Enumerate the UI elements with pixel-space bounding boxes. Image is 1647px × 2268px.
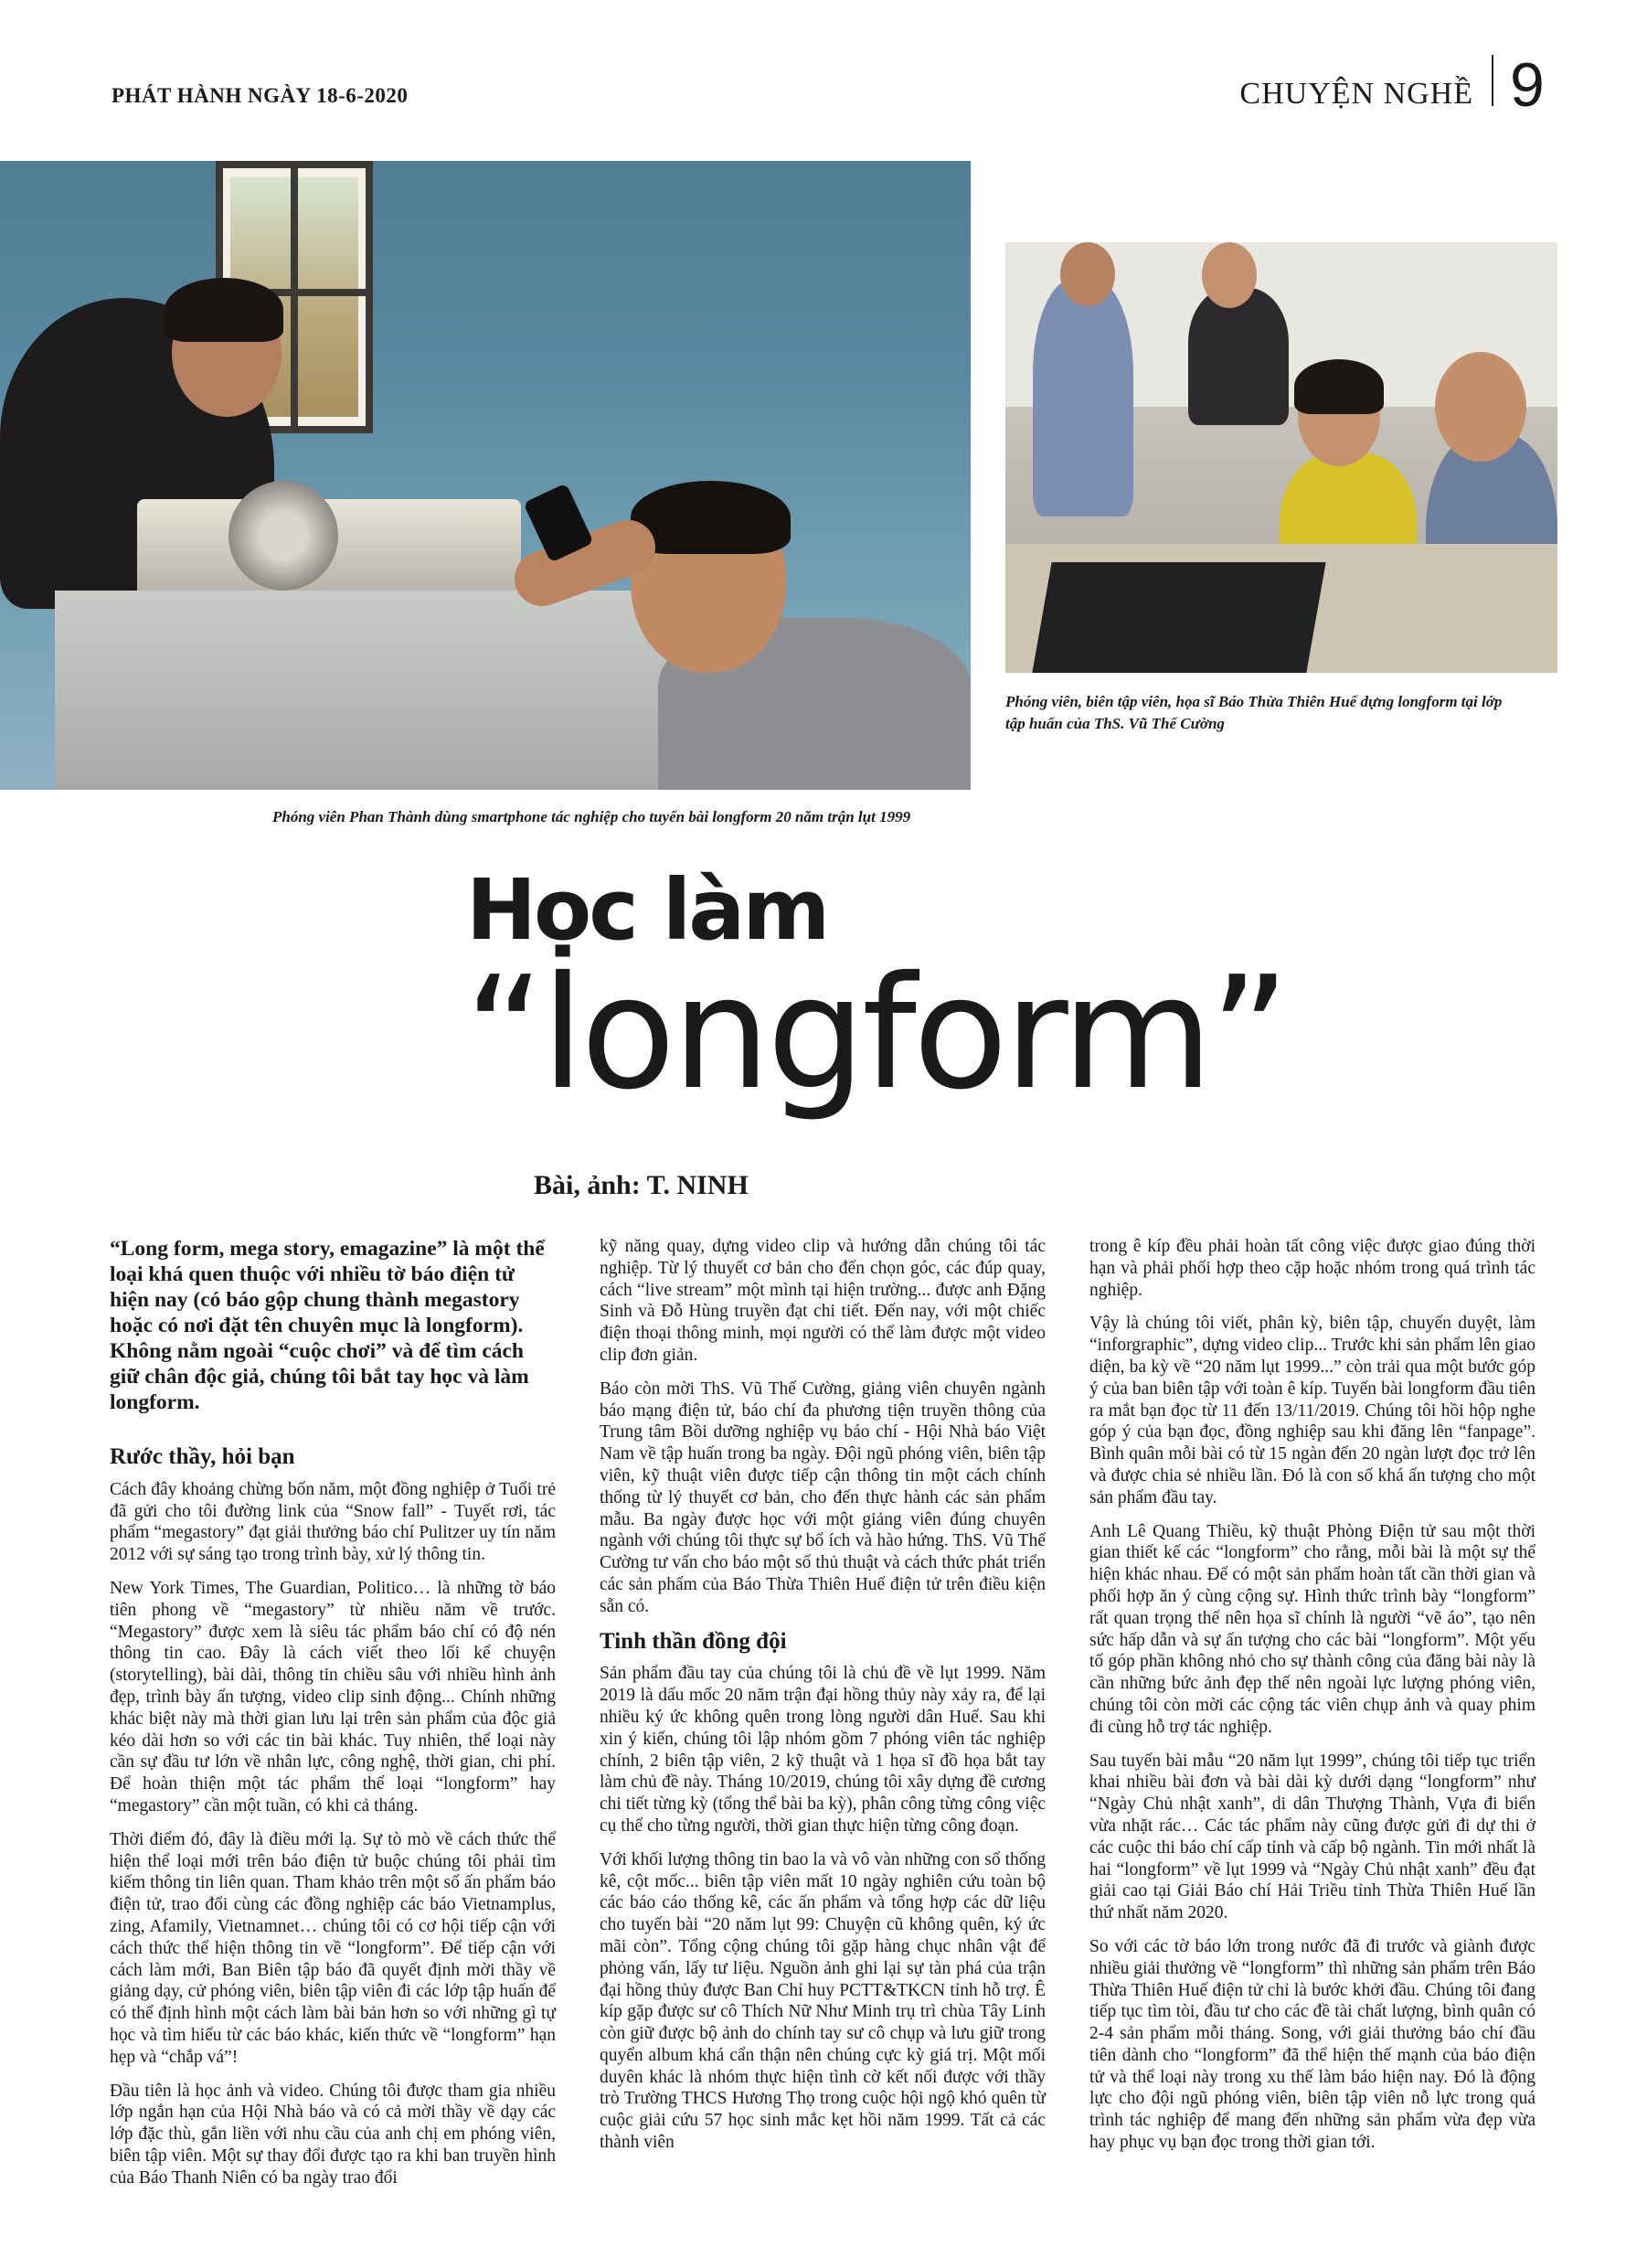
- woman-hair: [165, 278, 283, 342]
- column-3: [1089, 1236, 1535, 2166]
- table: [55, 591, 695, 790]
- person-seated-yellow-hair: [1294, 359, 1384, 414]
- paragraph: kỹ năng quay, dựng video clip và hướng dẫn chúng tôi tác nghiệp. Từ lý thuyết cơ bản cho đến chọn góc, các đúp quay, cách “live stream” một mình tại hiện trường... được anh Đặng Sinh và Đỗ Hùng truyền đạt chi tiết. Đến nay, với một chiếc điện thoại thông minh, mọi người có thể làm được một video clip đơn giản.: [600, 1237, 1046, 1365]
- article-title-line1: Học làm: [466, 861, 828, 959]
- photo-reporter-smartphone: [0, 161, 971, 790]
- paragraph: trong ê kíp đều phải hoàn tất công việc được giao đúng thời hạn và phải phối hợp theo cặp hoặc nhóm trong quá trình tác nghiệp.: [1089, 1237, 1535, 1300]
- paragraph: Cách đây khoảng chừng bốn năm, một đồng nghiệp ở Tuổi trẻ đã gửi cho tôi đường link của “Snow fall” - Tuyết rơi, tác phẩm “megastory” đạt giải thưởng báo chí Pulitzer uy tín năm 2012 với sự sáng tạo trong trình bày, xử lý thông tin.: [110, 1479, 556, 1565]
- header-date: PHÁT HÀNH NGÀY 18-6-2020: [112, 84, 409, 107]
- paragraph: Đầu tiên là học ảnh và video. Chúng tôi được tham gia nhiều lớp ngắn hạn của Hội Nhà báo và có cả mời thầy về dạy các lớp đặc thù, gắn liền với nhu cầu của anh chị em phóng viên, biên tập viên. Một sự thay đổi được tạo ra khi ban truyền hình của Báo Thanh Niên có ba ngày trao đổi: [110, 2081, 556, 2188]
- subhead-tinh-than: Tinh thần đồng đội: [600, 1628, 787, 1654]
- subhead-ruoc-thay: Rước thầy, hỏi bạn: [110, 1444, 295, 1469]
- person-right-head: [1435, 352, 1526, 462]
- article-title-line2: “longform”: [464, 943, 1287, 1124]
- person-standing-1: [1033, 279, 1133, 516]
- lead-paragraph: “Long form, mega story, emagazine” là một thể loại khá quen thuộc với nhiều tờ báo điện tử hiện nay (có báo gộp chung thành megastory hoặc có nơi đặt tên chuyên mục là longform). Không nằm ngoài “cuộc chơi” và để tìm cách giữ chân độc giả, chúng tôi bắt tay học và làm longform.: [110, 1237, 545, 1414]
- paragraph: Sản phẩm đầu tay của chúng tôi là chủ đề về lụt 1999. Năm 2019 là dấu mốc 20 năm trận đại hồng thủy này xảy ra, để lại nhiều ký ức không quên trong lòng người dân Huế. Sau khi xin ý kiến, chúng tôi lập nhóm gồm 7 phóng viên tác nghiệp chính, 2 biên tập viên, 2 kỹ thuật và 1 họa sĩ đồ họa bắt tay làm chủ đề này. Tháng 10/2019, chúng tôi xây dựng đề cương chi tiết từng kỳ (tổng thể bài ba kỳ), phân công từng công việc cụ thể cho từng người, thời gian thực hiện từng công đoạn.: [600, 1664, 1046, 1836]
- person-standing-2: [1188, 288, 1289, 425]
- paragraph: Thời điểm đó, đây là điều mới lạ. Sự tò mò về cách thức thể hiện thể loại mới trên báo điện tử buộc chúng tôi phải tìm kiếm thông tin liên quan. Tham khảo trên một số ấn phẩm báo điện tử, trao đổi cùng các đồng nghiệp các báo Vietnamplus, zing, Afamily, Vietnamnet… chúng tôi có cơ hội tiếp cận với cách thức thể hiện thông tin về “longform”. Để tiếp cận với cách làm mới, Ban Biên tập báo đã quyết định mời thầy về giảng dạy, cử phóng viên, biên tập viên đi các lớp tập huấn để có thể định hình một cách làm bài bản hơn so với những gì tự học và tìm hiểu từ các báo khác, kiến thức về “longform” hạn hẹp và “chắp vá”!: [110, 1829, 556, 2067]
- page-number: 9: [1510, 50, 1545, 120]
- machine-drum: [228, 481, 338, 591]
- column-1: [110, 1236, 556, 2201]
- laptop: [1032, 562, 1325, 673]
- paragraph: New York Times, The Guardian, Politico… là những tờ báo tiên phong về “megastory” từ nhiều năm về trước. “Megastory” được xem là siêu tác phẩm báo chí có độ nén thông tin cao. Đây là cách viết theo lối kể chuyện (storytelling), bài dài, thông tin chiều sâu với nhiều hình ảnh đẹp, trình bày ấn tượng, video clip sinh động... Chính những khác biệt này mà thời gian lưu lại trên sản phẩm của độc giả kéo dài hơn so với các tin bài khác. Tuy nhiên, thể loại này cần sự đầu tư lớn về nhân lực, công nghệ, thời gian, chi phí. Để hoàn thiện một tác phẩm thể loại “longform” hay “megastory” cần một tuần, có khi cả tháng.: [110, 1578, 556, 1815]
- paragraph: Vậy là chúng tôi viết, phân kỳ, biên tập, chuyển duyệt, làm “inforgraphic”, dựng video clip... Trước khi sản phẩm lên giao diện, ba kỳ về “20 năm lụt 1999...” còn trải qua một bước góp ý của ban biên tập với toàn ê kíp. Tuyến bài longform đầu tiên ra mắt bạn đọc từ 11 đến 13/11/2019. Chúng tôi hồi hộp nghe góp ý của bạn đọc, đồng nghiệp sau khi đăng lên “fanpage”. Bình quân mỗi bài có từ 15 ngàn đến 20 ngàn lượt đọc trở lên và được chia sẻ nhiều lần. Đó là con số khá ấn tượng cho một sản phẩm đầu tay.: [1089, 1314, 1535, 1507]
- paragraph: Sau tuyến bài mẫu “20 năm lụt 1999”, chúng tôi tiếp tục triển khai nhiều bài đơn và bài dài kỳ dưới dạng “longform” như “Ngày Chủ nhật xanh”, di dân Thượng Thành, Vựa đi biển vừa nhặt rác… Các tác phẩm này cũng được gửi đi dự thi ở các cuộc thi báo chí cấp tỉnh và cấp bộ ngành. Tin mới nhất là hai “longform” về lụt 1999 và “Ngày Chủ nhật xanh” đều đạt giải cao tại Giải Báo chí Hải Triều tỉnh Thừa Thiên Huế lần thứ nhất năm 2020.: [1089, 1751, 1535, 1923]
- person-standing-1-head: [1060, 242, 1115, 306]
- byline: Bài, ảnh: T. NINH: [534, 1170, 749, 1200]
- photo1-caption: Phóng viên Phan Thành dùng smartphone tác nghiệp cho tuyến bài longform 20 năm trận lụt 1999: [272, 808, 911, 825]
- column-2: [600, 1236, 1046, 2166]
- photo-training-session: [1005, 242, 1557, 673]
- paragraph: Anh Lê Quang Thiều, kỹ thuật Phòng Điện tử sau một thời gian thiết kế các “longform” cho rằng, mỗi bài là một sự thể hiện khác nhau. Để có một sản phẩm hoàn tất cần thời gian và phối hợp ăn ý cùng cộng sự. Hình thức trình bày “longform” rất quan trọng thế nên họa sĩ chính là người “vẽ áo”, tạo nên sức hấp dẫn và sự ấn tượng cho các bài “longform”. Một yếu tố góp phần không nhỏ cho sự thành công của đăng bài này là cần những bức ảnh đẹp thế nên ngoài lực lượng phóng viên, chúng tôi còn mời các cộng tác viên chụp ảnh và quay phim đi cùng hỗ trợ tác nghiệp.: [1089, 1521, 1535, 1737]
- window-bar-v: [291, 161, 298, 433]
- paragraph: Báo còn mời ThS. Vũ Thế Cường, giảng viên chuyên ngành báo mạng điện tử, báo chí đa phương tiện truyền thông của Trung tâm Bồi dưỡng nghiệp vụ báo chí - Hội Nhà báo Việt Nam về tập huấn trong ba ngày. Đội ngũ phóng viên, biên tập viên, kỹ thuật viên được tiếp cận thông tin một cách chính thống từ lý thuyết cơ bản, cho đến thực hành các sản phẩm mẫu. Ba ngày được học với một giảng viên đúng chuyên ngành với chúng tôi thực sự bổ ích và hào hứng. ThS. Vũ Thế Cường tư vấn cho báo một số thủ thuật và cách thức phát triển các sản phẩm của Báo Thừa Thiên Huế điện tử trên điều kiện sẵn có.: [600, 1379, 1046, 1616]
- header-divider: [1492, 55, 1493, 106]
- header-section: CHUYỆN NGHỀ: [1239, 77, 1473, 111]
- photo2-caption: Phóng viên, biên tập viên, họa sĩ Báo Thừa Thiên Huế dựng longform tại lớp tập huấn của ThS. Vũ Thế Cường: [1005, 693, 1503, 732]
- paragraph: So với các tờ báo lớn trong nước đã đi trước và giành được nhiều giải thưởng về “longform” thì những sản phẩm trên Báo Thừa Thiên Huế điện tử chỉ là bước khởi đầu. Chúng tôi đang tiếp tục tìm tòi, đầu tư cho các đề tài chất lượng, bình quân có 2-4 sản phẩm mỗi tháng. Song, với giải thưởng báo chí đầu tiên dành cho “longform” đã thể hiện thế mạnh của báo điện tử và thể loại này trong xu thế làm báo hiện nay. Đó là động lực cho đội ngũ phóng viên, biên tập viên nỗ lực trong quá trình tác nghiệp để mang đến những sản phẩm vừa đẹp vừa hay phục vụ bạn đọc trong thời gian tới.: [1089, 1936, 1535, 2153]
- person-standing-2-head: [1202, 242, 1257, 308]
- paragraph: Với khối lượng thông tin bao la và vô vàn những con số thống kê, cột mốc... biên tập viên mất 10 ngày nghiên cứu toàn bộ các báo cáo thống kê, các ấn phẩm và tổng hợp các dữ liệu cho tuyến bài “20 năm lụt 99: Chuyện cũ không quên, ký ức mãi còn”. Tổng cộng chúng tôi gặp hàng chục nhân vật để phỏng vấn, lấy tư liệu. Nguồn ảnh ghi lại sự tàn phá của trận đại hồng thủy được Ban Chỉ huy PCTT&TKCN tỉnh hỗ trợ. Ê kíp gặp được sư cô Thích Nữ Như Minh trụ trì chùa Tây Linh còn giữ được bộ ảnh do chính tay sư cô chụp và lưu giữ trong quyển album khá cẩn thận nên chúng cực kỳ giá trị. Một mối duyên khác là nhóm thực hiện tình cờ kết nối được với thầy trò Trường THCS Hương Thọ trong cuộc hội ngộ khó quên từ cuộc giải cứu 57 học sinh mắc kẹt hồi năm 1999. Tất cả các thành viên: [600, 1849, 1046, 2153]
